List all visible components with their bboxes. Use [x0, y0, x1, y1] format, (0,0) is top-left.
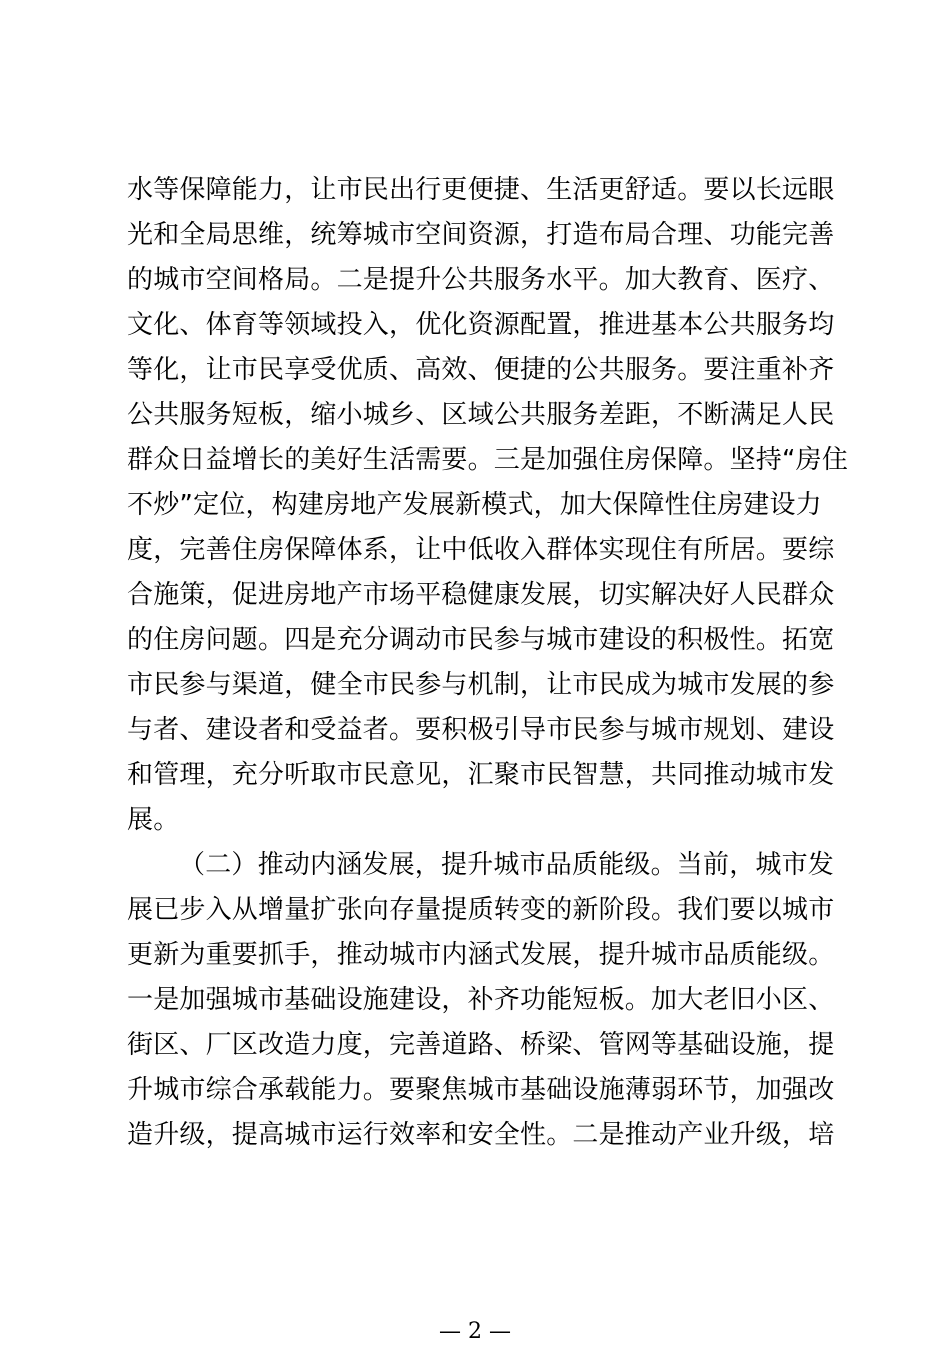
text-line: 街区、厂区改造力度，完善道路、桥梁、管网等基础设施，提	[127, 1030, 835, 1060]
text-line: 的住房问题。四是充分调动市民参与城市建设的积极性。拓宽	[127, 625, 835, 655]
text-line: 水等保障能力，让市民出行更便捷、生活更舒适。要以长远眼	[127, 175, 835, 205]
text-line: 合施策，促进房地产市场平稳健康发展，切实解决好人民群众	[127, 580, 835, 610]
section-heading-line: （二）推动内涵发展，提升城市品质能级。当前，城市发	[179, 850, 835, 880]
text-line: 不炒”定位，构建房地产发展新模式，加大保障性住房建设力	[127, 490, 822, 520]
body-text	[127, 168, 849, 1158]
text-line: 展已步入从增量扩张向存量提质转变的新阶段。我们要以城市	[127, 895, 835, 925]
text-line: 一是加强城市基础设施建设，补齐功能短板。加大老旧小区、	[127, 985, 835, 1015]
text-line: 的城市空间格局。二是提升公共服务水平。加大教育、医疗、	[127, 265, 835, 295]
text-line: 度，完善住房保障体系，让中低收入群体实现住有所居。要综	[127, 535, 835, 565]
text-line: 展。	[127, 805, 180, 835]
text-line: 等化，让市民享受优质、高效、便捷的公共服务。要注重补齐	[127, 355, 835, 385]
text-line: 光和全局思维，统筹城市空间资源，打造布局合理、功能完善	[127, 220, 835, 250]
text-line: 公共服务短板，缩小城乡、区域公共服务差距，不断满足人民	[127, 400, 835, 430]
text-line: 与者、建设者和受益者。要积极引导市民参与城市规划、建设	[127, 715, 835, 745]
text-line: 市民参与渠道，健全市民参与机制，让市民成为城市发展的参	[127, 670, 835, 700]
text-line: 文化、体育等领域投入，优化资源配置，推进基本公共服务均	[127, 310, 835, 340]
text-line: 和管理，充分听取市民意见，汇聚市民智慧，共同推动城市发	[127, 760, 835, 790]
text-line: 更新为重要抓手，推动城市内涵式发展，提升城市品质能级。	[127, 940, 835, 970]
text-line: 造升级，提高城市运行效率和安全性。二是推动产业升级，培	[127, 1120, 835, 1150]
page-number: — 2 —	[439, 1319, 511, 1344]
text-line: 升城市综合承载能力。要聚焦城市基础设施薄弱环节，加强改	[127, 1075, 835, 1105]
text-line: 群众日益增长的美好生活需要。三是加强住房保障。坚持“房住	[127, 445, 849, 475]
